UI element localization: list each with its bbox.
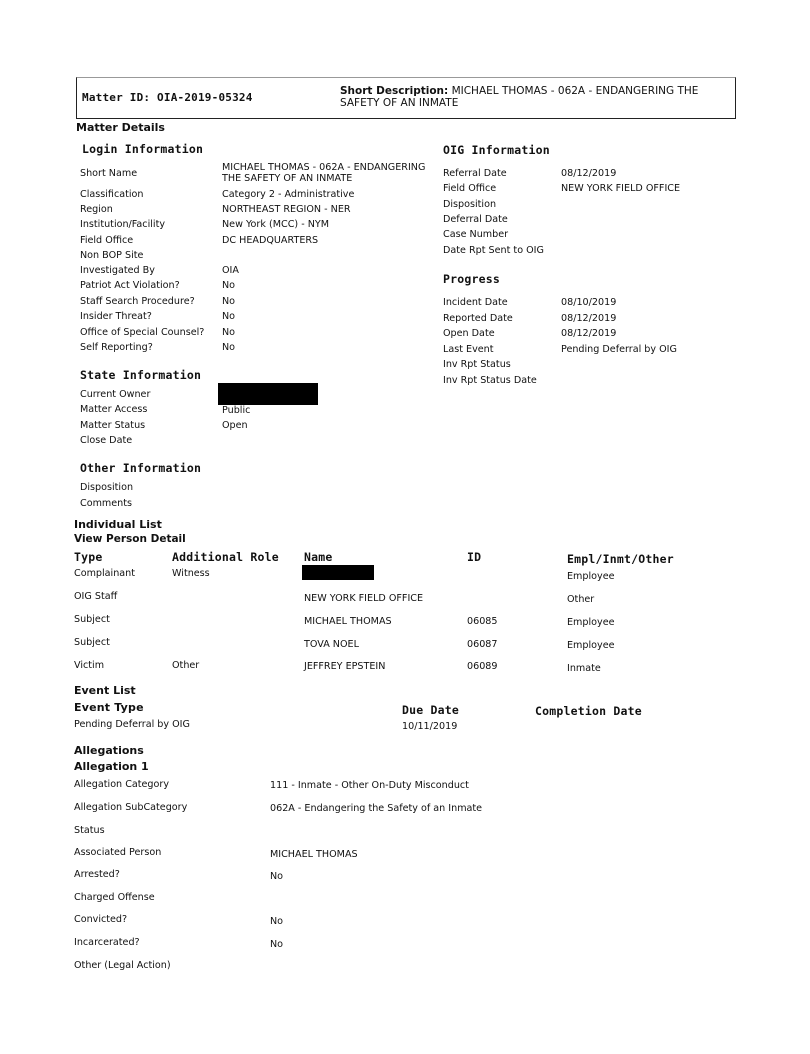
oig-label: Field Office [443, 183, 497, 194]
progress-value: 08/10/2019 [561, 297, 617, 308]
col-header-name: Name [304, 550, 333, 564]
allegation-label: Convicted? [74, 914, 128, 925]
progress-label: Inv Rpt Status [443, 359, 511, 370]
allegation-label: Allegation SubCategory [74, 802, 188, 813]
login-label: Classification [80, 189, 144, 200]
allegation-value: 111 - Inmate - Other On-Duty Misconduct [270, 780, 469, 791]
other-label: Disposition [80, 482, 134, 493]
table-cell-role: Witness [172, 568, 210, 579]
allegation-value: MICHAEL THOMAS [270, 849, 358, 860]
short-description-line2: SAFETY OF AN INMATE [340, 97, 459, 109]
allegation-label: Allegation Category [74, 779, 170, 790]
short-description-label: Short Description: [340, 85, 449, 97]
table-cell-type: Victim [74, 660, 105, 671]
login-label: Region [80, 204, 113, 215]
progress-title: Progress [443, 272, 500, 286]
short-description [340, 85, 698, 109]
oig-label: Deferral Date [443, 214, 508, 225]
login-label: Office of Special Counsel? [80, 327, 205, 338]
short-name-line2: THE SAFETY OF AN INMATE [222, 173, 353, 184]
other-info-title: Other Information [80, 461, 202, 475]
allegation-value: No [270, 939, 284, 950]
table-cell-type: Complainant [74, 568, 136, 579]
table-cell-empl: Other [567, 594, 595, 605]
table-cell-type: Subject [74, 637, 110, 648]
login-value: New York (MCC) - NYM [222, 219, 330, 230]
login-label: Staff Search Procedure? [80, 296, 195, 307]
login-label: Institution/Facility [80, 219, 166, 230]
state-label: Matter Access [80, 404, 148, 415]
allegation-label: Associated Person [74, 847, 162, 858]
allegation-value: 062A - Endangering the Safety of an Inmate [270, 803, 483, 814]
state-label: Close Date [80, 435, 133, 446]
state-label: Matter Status [80, 420, 146, 431]
col-header-type: Type [74, 550, 103, 564]
table-cell-id: 06085 [467, 616, 498, 627]
allegation-label: Status [74, 825, 105, 836]
table-cell-name: NEW YORK FIELD OFFICE [304, 593, 424, 604]
matter-id: Matter ID: OIA-2019-05324 [82, 91, 253, 104]
short-name-line1: MICHAEL THOMAS - 062A - ENDANGERING [222, 162, 426, 173]
progress-value: 08/12/2019 [561, 328, 617, 339]
login-value: No [222, 280, 236, 291]
matter-details-title: Matter Details [76, 121, 165, 134]
state-value: Public [222, 405, 251, 416]
state-info-title: State Information [80, 368, 202, 382]
oig-label: Case Number [443, 229, 509, 240]
table-cell-id: 06089 [467, 661, 498, 672]
table-cell-name: TOVA NOEL [304, 639, 359, 650]
view-person-detail-link[interactable]: View Person Detail [74, 533, 186, 545]
login-value: No [222, 296, 236, 307]
login-label: Self Reporting? [80, 342, 153, 353]
login-value: OIA [222, 265, 239, 276]
login-value: DC HEADQUARTERS [222, 235, 319, 246]
login-label: Investigated By [80, 265, 155, 276]
progress-label: Inv Rpt Status Date [443, 375, 537, 386]
login-label: Short Name [80, 168, 138, 179]
oig-label: Referral Date [443, 168, 507, 179]
allegation-label: Arrested? [74, 869, 120, 880]
redaction-block [218, 383, 318, 405]
oig-value: NEW YORK FIELD OFFICE [561, 183, 681, 194]
oig-value: 08/12/2019 [561, 168, 617, 179]
event-due-date: 10/11/2019 [402, 721, 458, 732]
table-cell-type: Subject [74, 614, 110, 625]
login-label: Non BOP Site [80, 250, 144, 261]
state-label: Current Owner [80, 389, 151, 400]
login-value: No [222, 327, 236, 338]
allegation-value: No [270, 871, 284, 882]
col-header-completion-date: Completion Date [535, 704, 642, 718]
allegation-label: Other (Legal Action) [74, 960, 171, 971]
short-description-line1: MICHAEL THOMAS - 062A - ENDANGERING THE [451, 85, 699, 97]
login-label: Patriot Act Violation? [80, 280, 180, 291]
col-header-empl: Empl/Inmt/Other [567, 552, 674, 566]
oig-label: Date Rpt Sent to OIG [443, 245, 544, 256]
allegations-title: Allegations [74, 744, 144, 757]
table-cell-role: Other [172, 660, 200, 671]
event-list-title: Event List [74, 684, 136, 697]
redaction-block [302, 565, 374, 580]
col-header-due-date: Due Date [402, 703, 459, 717]
progress-value: 08/12/2019 [561, 313, 617, 324]
progress-label: Reported Date [443, 313, 513, 324]
state-value: Open [222, 420, 248, 431]
other-label: Comments [80, 498, 133, 509]
login-info-title: Login Information [82, 142, 204, 156]
allegation-1-title: Allegation 1 [74, 760, 149, 773]
allegation-value: No [270, 916, 284, 927]
login-value [222, 162, 425, 184]
login-label: Field Office [80, 235, 134, 246]
col-header-id: ID [467, 550, 482, 564]
login-value: Category 2 - Administrative [222, 189, 355, 200]
individual-list-title: Individual List [74, 518, 162, 531]
oig-label: Disposition [443, 199, 497, 210]
login-value: No [222, 342, 236, 353]
progress-label: Last Event [443, 344, 494, 355]
table-cell-id: 06087 [467, 639, 498, 650]
col-header-role: Additional Role [172, 550, 279, 564]
table-cell-name: JEFFREY EPSTEIN [304, 661, 386, 672]
allegation-label: Incarcerated? [74, 937, 140, 948]
table-cell-empl: Employee [567, 571, 615, 582]
oig-info-title: OIG Information [443, 143, 550, 157]
table-cell-name: MICHAEL THOMAS [304, 616, 392, 627]
login-value: No [222, 311, 236, 322]
event-type: Pending Deferral by OIG [74, 719, 190, 730]
progress-value: Pending Deferral by OIG [561, 344, 677, 355]
table-cell-empl: Employee [567, 617, 615, 628]
table-cell-type: OIG Staff [74, 591, 118, 602]
progress-label: Open Date [443, 328, 495, 339]
table-cell-empl: Employee [567, 640, 615, 651]
allegation-label: Charged Offense [74, 892, 155, 903]
table-cell-empl: Inmate [567, 663, 601, 674]
login-label: Insider Threat? [80, 311, 152, 322]
login-value: NORTHEAST REGION - NER [222, 204, 351, 215]
col-header-event-type: Event Type [74, 701, 144, 714]
progress-label: Incident Date [443, 297, 508, 308]
